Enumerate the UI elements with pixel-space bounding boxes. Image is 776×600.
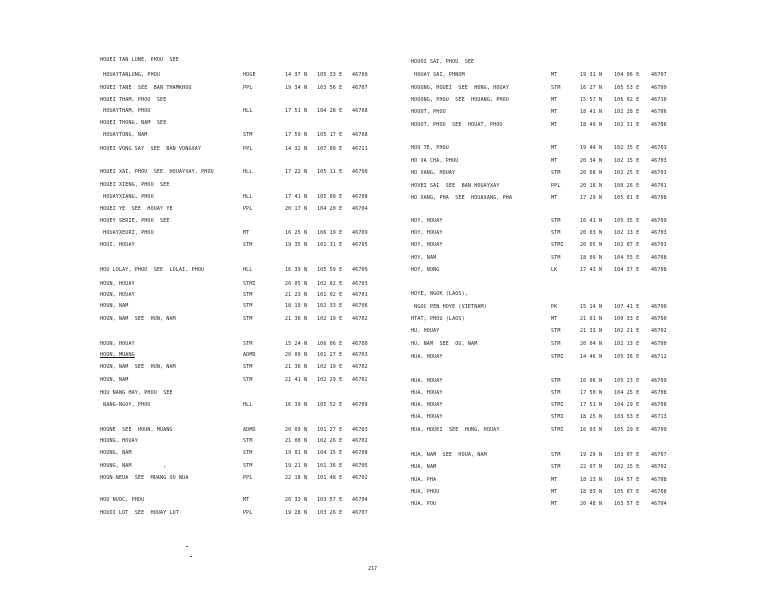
feature-code: HLL (243, 267, 253, 273)
longitude: 106 06 E (317, 341, 343, 347)
place-name: HO XANG, PHA SEE HOUAXANG, PHA (411, 195, 513, 201)
longitude: 104 28 E (317, 108, 343, 114)
feature-code: STM (243, 364, 253, 370)
place-name: NANG-NGOY, PHOU (100, 402, 151, 408)
map-sheet: 46708 (352, 108, 368, 114)
feature-code: LK (551, 267, 558, 273)
latitude: 15 57 N (580, 97, 603, 103)
map-sheet: 46706 (651, 109, 667, 115)
longitude: 104 15 E (317, 450, 343, 456)
place-name: HOUEI TANE SEE BAN THAMKHOU (100, 85, 192, 91)
place-name: HUA, HOUAY (411, 378, 443, 384)
longitude: 105 36 E (614, 354, 640, 360)
map-sheet: 46707 (352, 510, 368, 516)
place-name: HOUEI XAI, PHOU SEE HOUAYXAY, PHOU (100, 169, 214, 175)
longitude: 104 57 E (614, 477, 640, 483)
place-name: HOUN, NAM SEE HUN, NAM (100, 364, 176, 370)
place-name: HOUONG, PHOU SEE HOUANG, PHOU (411, 97, 509, 103)
map-sheet: 46707 (352, 85, 368, 91)
longitude: 102 33 E (317, 303, 343, 309)
feature-code: ADMD (243, 352, 256, 358)
feature-code: MT (243, 230, 250, 236)
map-sheet: 46703 (352, 427, 368, 433)
place-name: HOUN, NAM (100, 377, 129, 383)
longitude: 104 37 E (614, 267, 640, 273)
longitude: 107 09 E (317, 146, 343, 152)
place-name: HOUAY SAI, PHNOM (411, 72, 465, 78)
map-sheet: 46709 (651, 427, 667, 433)
latitude: 20 05 N (580, 242, 603, 248)
map-sheet: 46709 (651, 378, 667, 384)
longitude: 105 35 E (614, 218, 640, 224)
place-name: HOUNG, NAM (100, 450, 132, 456)
latitude: 18 25 N (580, 414, 603, 420)
feature-code: STMI (551, 354, 564, 360)
longitude: 104 29 E (614, 402, 640, 408)
longitude: 105 11 E (317, 169, 343, 175)
longitude: 102 19 E (317, 364, 343, 370)
map-sheet: 46708 (352, 132, 368, 138)
latitude: 17 43 N (580, 267, 603, 273)
map-sheet: 46703 (651, 145, 667, 151)
map-sheet: 46708 (651, 489, 667, 495)
longitude: 102 26 E (317, 438, 343, 444)
longitude: 105 59 E (317, 267, 343, 273)
place-name: HOYE, NGOK (LAOS), (411, 291, 468, 297)
feature-code: PPL (243, 475, 253, 481)
latitude: 20 05 N (285, 281, 308, 287)
place-name: HOUN, HOUAY (100, 281, 135, 287)
place-name: HOUNG, NAM , (100, 463, 167, 469)
longitude: 100 26 E (614, 183, 640, 189)
latitude: 20 34 N (580, 158, 603, 164)
place-name: HOY, HOUAY (411, 230, 443, 236)
longitude: 101 02 E (317, 292, 343, 298)
longitude: 104 25 E (614, 390, 640, 396)
map-sheet: 46708 (352, 169, 368, 175)
latitude: 22 07 N (580, 464, 603, 470)
map-sheet: 46706 (352, 303, 368, 309)
longitude: 103 57 E (614, 501, 640, 507)
longitude: 105 23 E (614, 378, 640, 384)
feature-code: MT (551, 501, 558, 507)
longitude: 102 15 E (614, 158, 640, 164)
place-name: HOUOI LOT SEE HOUAY LOT (100, 510, 180, 516)
place-name: HUA, NAM SEE HOUA, NAM (411, 452, 487, 458)
place-name: HOUEY SERIE, PHOU SEE (100, 218, 170, 224)
place-name: HOUOT, PHOU SEE HOUAT, PHOU (411, 122, 503, 128)
map-sheet: 46706 (651, 122, 667, 128)
feature-code: STM (551, 464, 561, 470)
place-name: NGOC PEN HOYE (VIETNAM) (411, 304, 487, 310)
feature-code: STM (243, 463, 253, 469)
map-sheet: 46702 (352, 438, 368, 444)
map-sheet: 46700 (352, 72, 368, 78)
longitude: 101 31 E (317, 242, 343, 248)
latitude: 16 39 N (285, 402, 308, 408)
map-sheet: 46712 (651, 354, 667, 360)
feature-code: STM (551, 170, 561, 176)
feature-code: MT (551, 158, 558, 164)
latitude: 21 01 N (580, 316, 603, 322)
latitude: 16 06 N (580, 378, 603, 384)
feature-code: HLL (243, 194, 253, 200)
longitude: 106 02 E (614, 97, 640, 103)
feature-code: MT (551, 145, 558, 151)
longitude: 104 20 E (317, 206, 343, 212)
longitude: 107 41 E (614, 304, 640, 310)
map-sheet: 46708 (651, 267, 667, 273)
place-name: HUA, HOUAY (411, 402, 443, 408)
latitude: 21 23 N (285, 292, 308, 298)
feature-code: MT (551, 195, 558, 201)
place-name: HOY, HOUAY (411, 242, 443, 248)
map-sheet: 46709 (352, 230, 368, 236)
longitude: 104 55 E (614, 255, 640, 261)
longitude: 100 33 E (614, 316, 640, 322)
place-name: HOU LOLAY, PHOU SEE LOLAI, PHOU (100, 267, 205, 273)
latitude: 16 41 N (580, 218, 603, 224)
feature-code: MT (243, 497, 250, 503)
map-sheet: 46708 (352, 194, 368, 200)
place-name: HOUOI SAI, PHOU SEE (411, 59, 475, 65)
place-name: HOUEI VONG SAY SEE BAN VONGXAY (100, 146, 202, 152)
place-name: HU, NAM SEE OU, NAM (411, 341, 478, 347)
place-name: HOUEI THONG, NAM SEE (100, 120, 167, 126)
place-name: HO VA CHA, PHOU (411, 158, 459, 164)
longitude: 105 29 E (614, 427, 640, 433)
place-name: HOVEI SAI SEE BAN HOUAYXAY (411, 183, 500, 189)
feature-code: STM (243, 377, 253, 383)
feature-code: ADMD (243, 427, 256, 433)
longitude: 105 17 E (317, 132, 343, 138)
map-sheet: 46702 (651, 464, 667, 470)
longitude: 101 36 E (317, 463, 343, 469)
feature-code: MT (551, 72, 558, 78)
feature-code: STM (551, 230, 561, 236)
place-name: HOUAYXEURI, PHOU (100, 230, 154, 236)
feature-code: MT (551, 109, 558, 115)
map-sheet: 46702 (352, 377, 368, 383)
longitude: 102 31 E (614, 122, 640, 128)
map-sheet: 46708 (651, 390, 667, 396)
map-sheet: 46710 (651, 97, 667, 103)
map-sheet: 46709 (651, 85, 667, 91)
latitude: 16 39 N (285, 267, 308, 273)
longitude: 106 19 E (317, 230, 343, 236)
latitude: 19 44 N (580, 145, 603, 151)
longitude: 102 29 E (317, 377, 343, 383)
place-name: HOU TE, PHOU (411, 145, 449, 151)
map-sheet: 46703 (651, 230, 667, 236)
place-name: HOUEI XIENG, PHOU SEE (100, 182, 170, 188)
feature-code: STM (551, 378, 561, 384)
map-sheet: 46705 (352, 463, 368, 469)
map-sheet: 46707 (651, 452, 667, 458)
latitude: 19 34 N (285, 85, 308, 91)
longitude: 105 09 E (317, 194, 343, 200)
map-sheet: 46707 (651, 72, 667, 78)
map-sheet: 46701 (651, 183, 667, 189)
feature-code: STM (243, 450, 253, 456)
latitude: 20 17 N (285, 206, 308, 212)
latitude: 18 03 N (580, 489, 603, 495)
latitude: 14 32 N (285, 146, 308, 152)
latitude: 20 08 N (580, 170, 603, 176)
map-sheet: 46704 (651, 501, 667, 507)
feature-code: HLL (243, 108, 253, 114)
latitude: 15 14 N (580, 304, 603, 310)
feature-code: PPL (243, 510, 253, 516)
place-name: HUA, PHA (411, 477, 437, 483)
map-sheet: 46709 (651, 218, 667, 224)
longitude: 104 06 E (614, 72, 640, 78)
place-name: HOUAYTANLUNG, PHOU (100, 72, 161, 78)
feature-code: PPL (551, 183, 561, 189)
latitude: 20 33 N (285, 497, 308, 503)
latitude: 19 21 N (285, 463, 308, 469)
latitude: 20 03 N (580, 230, 603, 236)
latitude: 17 50 N (580, 390, 603, 396)
feature-code: STMI (551, 427, 564, 433)
longitude: 101 27 E (317, 352, 343, 358)
place-name: HOUI, HOUAY (100, 242, 135, 248)
latitude: 20 09 N (285, 352, 308, 358)
feature-code: STMI (551, 242, 564, 248)
place-name: HOUN, NAM (100, 303, 129, 309)
map-sheet: 46708 (651, 402, 667, 408)
feature-code: STMI (551, 402, 564, 408)
latitude: 14 46 N (580, 354, 603, 360)
map-sheet: 46708 (651, 255, 667, 261)
place-name: HOUOT, PHOU (411, 109, 446, 115)
feature-code: STM (551, 452, 561, 458)
longitude: 101 48 E (317, 475, 343, 481)
place-name: HOUN, HOUAY (100, 341, 135, 347)
latitude: 14 37 N (285, 72, 308, 78)
latitude: 20 18 N (580, 183, 603, 189)
latitude: 21 36 N (285, 316, 308, 322)
map-sheet: 46711 (352, 146, 368, 152)
longitude: 102 21 E (614, 328, 640, 334)
place-name: HOUEI TAN LUNE, PHOU SEE (100, 57, 180, 63)
longitude: 105 53 E (614, 85, 640, 91)
map-sheet: 46709 (352, 402, 368, 408)
place-name: HOUNG, HOUAY (100, 438, 138, 444)
feature-code: STM (551, 390, 561, 396)
latitude: 17 59 N (285, 132, 308, 138)
feature-code: MT (551, 97, 558, 103)
longitude: 105 33 E (317, 72, 343, 78)
longitude: 102 07 E (614, 242, 640, 248)
latitude: 21 36 N (285, 364, 308, 370)
latitude: 19 01 N (285, 450, 308, 456)
latitude: 17 29 N (580, 195, 603, 201)
map-sheet: 46701 (352, 292, 368, 298)
feature-code: STMI (551, 414, 564, 420)
map-sheet: 46705 (352, 242, 368, 248)
longitude: 103 53 E (614, 414, 640, 420)
feature-code: STM (551, 341, 561, 347)
map-sheet: 46702 (651, 328, 667, 334)
place-name: HOUN, MUANG (100, 352, 135, 358)
longitude: 105 52 E (317, 402, 343, 408)
latitude: 19 31 N (580, 72, 603, 78)
feature-code: STM (551, 218, 561, 224)
place-name: HTAT, PHOU (LAOS) (411, 316, 465, 322)
feature-code: MT (551, 489, 558, 495)
feature-code: STM (243, 303, 253, 309)
feature-code: PK (551, 304, 558, 310)
longitude: 103 26 E (317, 510, 343, 516)
latitude: 18 41 N (580, 109, 603, 115)
feature-code: PPL (243, 85, 253, 91)
longitude: 102 02 E (317, 281, 343, 287)
place-name: HUA, POU (411, 501, 437, 507)
page-number: 217 (368, 566, 378, 572)
place-name: HOUNE SEE HOUN, MUANG (100, 427, 173, 433)
place-name: HOUAYTONG, NAM (100, 132, 148, 138)
map-sheet: 46702 (352, 316, 368, 322)
place-name: HOU NANG HAY, PHOU SEE (100, 390, 173, 396)
place-name: HOUEI THAM, PHOU SEE (100, 97, 167, 103)
latitude: 20 04 N (580, 341, 603, 347)
map-sheet: 46700 (651, 304, 667, 310)
map-sheet: 46700 (352, 341, 368, 347)
latitude: 19 28 N (285, 510, 308, 516)
map-sheet: 46703 (651, 170, 667, 176)
map-sheet: 46704 (352, 497, 368, 503)
latitude: 18 19 N (285, 303, 308, 309)
stray-mark (190, 556, 192, 557)
feature-code: STM (243, 438, 253, 444)
latitude: 20 09 N (285, 427, 308, 433)
place-name: HOUN, HOUAY (100, 292, 135, 298)
latitude: 18 49 N (580, 122, 603, 128)
feature-code: PPL (243, 206, 253, 212)
place-name: HUA, HOUAY (411, 354, 443, 360)
map-sheet: 46702 (352, 364, 368, 370)
feature-code: STM (243, 132, 253, 138)
map-sheet: 46708 (651, 195, 667, 201)
map-sheet: 46703 (651, 158, 667, 164)
latitude: 21 00 N (285, 438, 308, 444)
place-name: HOUAYXIANG, PHOU (100, 194, 154, 200)
map-sheet: 46703 (352, 352, 368, 358)
place-name: HUA, HOUAY (411, 390, 443, 396)
feature-code: STM (243, 242, 253, 248)
place-name: HUA, NAM (411, 464, 437, 470)
feature-code: MT (551, 316, 558, 322)
feature-code: STMI (243, 281, 256, 287)
longitude: 102 15 E (614, 464, 640, 470)
feature-code: MT (551, 122, 558, 128)
latitude: 17 22 N (285, 169, 308, 175)
longitude: 103 07 E (614, 452, 640, 458)
longitude: 102 35 E (614, 145, 640, 151)
place-name: HOUAYTHAM, PHOU (100, 108, 151, 114)
place-name: HOY, NAM (411, 255, 437, 261)
place-name: HUA, HOUAY (411, 414, 443, 420)
feature-code: STM (243, 292, 253, 298)
latitude: 18 09 N (580, 255, 603, 261)
map-sheet: 46703 (651, 242, 667, 248)
place-name: HOY, HOUAY (411, 218, 443, 224)
feature-code: STM (551, 328, 561, 334)
feature-code: HLL (243, 169, 253, 175)
map-sheet: 46704 (352, 206, 368, 212)
feature-code: HLL (243, 402, 253, 408)
stray-mark (186, 546, 188, 547)
place-name: HOUEI YE SEE HOUAY YE (100, 206, 173, 212)
latitude: 19 29 N (580, 452, 603, 458)
feature-code: MT (551, 477, 558, 483)
latitude: 18 13 N (580, 477, 603, 483)
latitude: 17 51 N (580, 402, 603, 408)
feature-code: PPL (243, 146, 253, 152)
map-sheet: 46708 (352, 450, 368, 456)
map-sheet: 46709 (352, 267, 368, 273)
place-name: HOY, NONG (411, 267, 440, 273)
map-sheet: 46700 (651, 316, 667, 322)
place-name: HOUONG, HOUEI SEE HONG, HOUAY (411, 85, 509, 91)
latitude: 19 35 N (285, 242, 308, 248)
place-name: HU, HOUAY (411, 328, 440, 334)
map-sheet: 46713 (651, 414, 667, 420)
longitude: 101 27 E (317, 427, 343, 433)
latitude: 17 51 N (285, 108, 308, 114)
longitude: 102 25 E (614, 170, 640, 176)
latitude: 17 41 N (285, 194, 308, 200)
map-sheet: 46703 (352, 281, 368, 287)
place-name: HUA, HOUEI SEE HUNG, HOUAY (411, 427, 500, 433)
latitude: 21 33 N (580, 328, 603, 334)
feature-code: HOGE (243, 72, 256, 78)
map-sheet: 46708 (651, 477, 667, 483)
place-name: HOUN, NAM SEE HUN, NAM (100, 316, 176, 322)
longitude: 102 28 E (614, 109, 640, 115)
longitude: 105 07 E (614, 489, 640, 495)
latitude: 21 41 N (285, 377, 308, 383)
place-name: HOUN-NEUA SEE MUANG OU NUA (100, 475, 189, 481)
latitude: 16 27 N (580, 85, 603, 91)
latitude: 16 03 N (580, 427, 603, 433)
latitude: 15 24 N (285, 341, 308, 347)
latitude: 20 48 N (580, 501, 603, 507)
longitude: 103 56 E (317, 85, 343, 91)
longitude: 102 13 E (614, 230, 640, 236)
feature-code: STM (243, 316, 253, 322)
feature-code: STM (551, 255, 561, 261)
latitude: 16 25 N (285, 230, 308, 236)
latitude: 22 18 N (285, 475, 308, 481)
longitude: 105 01 E (614, 195, 640, 201)
map-sheet: 46702 (352, 475, 368, 481)
feature-code: STM (243, 341, 253, 347)
longitude: 103 57 E (317, 497, 343, 503)
map-sheet: 46700 (651, 341, 667, 347)
longitude: 102 19 E (317, 316, 343, 322)
place-name: HOU NUOC, PHOU (100, 497, 145, 503)
place-name: HO VANG, HOUAY (411, 170, 456, 176)
place-name: HUA, PHOU (411, 489, 440, 495)
longitude: 102 13 E (614, 341, 640, 347)
feature-code: STM (551, 85, 561, 91)
